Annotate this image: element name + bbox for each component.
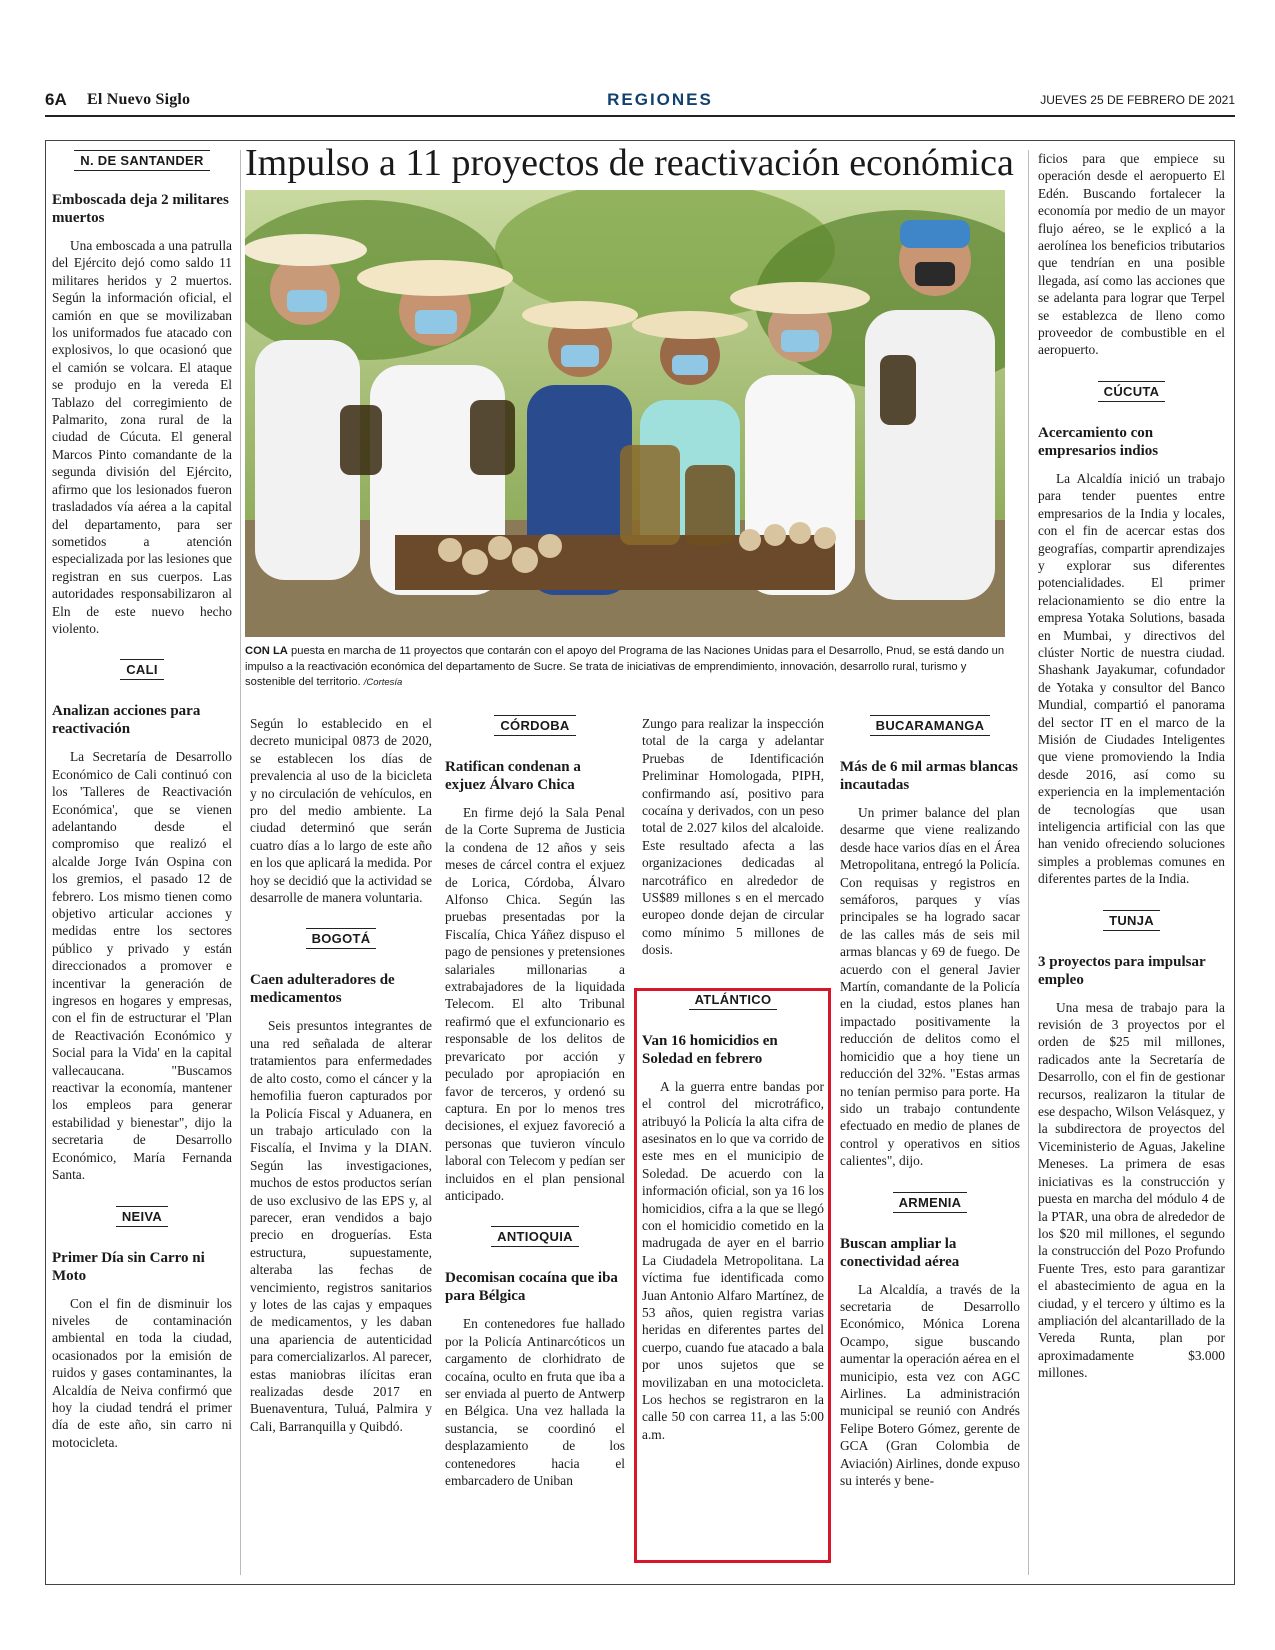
section-label-armenia: ARMENIA	[893, 1192, 968, 1213]
headline-cordoba: Ratifican condenan a exjuez Álvaro Chica	[445, 759, 581, 793]
headline-bucaramanga: Más de 6 mil armas blancas incautadas	[840, 759, 1018, 793]
story-neiva-continued: Según lo establecido en el decreto municipal 0873 de 2020, se establecen los días de prevalencia al uso de la bicicleta y no circulación de vehículos, en pro del medio ambiente. La ciudad determinó que serán cuatro días a lo largo de este año en los que aplicará la medida. Por hoy se decidió que la actividad se desarrolle de manera voluntaria.	[250, 716, 432, 906]
highlight-box	[634, 988, 831, 1563]
photo-credit: /Cortesía	[363, 677, 403, 689]
column-2	[250, 715, 432, 1435]
headline-neiva: Primer Día sin Carro ni Moto	[52, 1249, 205, 1284]
headline-cucuta: Acercamiento con empresarios indios	[1038, 424, 1159, 459]
section-label-tunja: TUNJA	[1103, 910, 1160, 931]
page-folio	[45, 88, 1235, 116]
story-tunja: Una mesa de trabajo para la revisión de 3 proyectos por el orden de $25 mil millones, radicados ante la Secretaría de Desarrollo, con el fin de gestionar recursos, realizaron la titular de ese despacho, Wilson Velásquez, y la subdirectora de proyectos del Viceministerio de Aguas, Jakeline Meneses. La primera de esas iniciativas es la construcción y puesta en marcha del módulo 4 de la PTAR, una obra de alrededor de los $20 mil millones, el segundo la construcción del Pozo Profundo Fuente Tres, esto para garantizar el abastecimiento de agua en la ciudad, y el tercero y último es la ampliación del alcantarillado de la Vereda Runta, plan por aproximadamente $3.000 millones.	[1038, 999, 1225, 1381]
left-column	[52, 150, 232, 1451]
story-cali: La Secretaría de Desarrollo Económico de Cali continuó con los 'Talleres de Reactivación Económica', que se vienen adelantando desde el compromiso que realizó el alcalde Jorge Iván Ospina con los gremios, el pasado 12 de febrero. Los mismo tienen como objetivo articular acciones y medidas entre los sectores público y privado y están direccionados a promover e incentivar la generación de ingresos en hogares y empresas, con el fin de estructurar el 'Plan de Reactivación Económico y Social para la Vida' en la capital vallecaucana. "Buscamos reactivar la economía, mantener los empleos para generar estabilidad y bienestar", dijo la secretaria de Desarrollo Económico, María Fernanda Santa.	[52, 749, 232, 1183]
column-rule	[1028, 150, 1029, 1575]
story-santander: Una emboscada a una patrulla del Ejército dejó como saldo 11 militares heridos y 2 muertos. Según la información oficial, el camión en que se movilizaban los uniformados fue atacado con explosivos, lo que ocasionó que el camión se volcara. El ataque se produjo en la vereda El Tablazo del corregimiento de Palmarito, zona rural de la ciudad de Cúcuta. El general Marcos Pinto comandante de la segunda división del Ejército, afirmo que los lesionados fueron trasladados vía aérea a la capital del departamento, para ser sometidos a atención especializada por las lesiones que registran en sus cuerpos. Las autoridades responsabilizaron al Eln de este nuevo hecho violento.	[52, 238, 232, 636]
section-title: REGIONES	[607, 90, 713, 109]
main-photo	[245, 190, 1005, 637]
headline-bogota: Caen adulteradores de medicamentos	[250, 972, 395, 1007]
headline-antioquia: Decomisan cocaína que iba para Bélgica	[445, 1270, 618, 1305]
caption-text: puesta en marcha de 11 proyectos que contarán con el apoyo del Programa de las Naciones Unidas para el Desarrollo, Pnud, se está dando un impulso a la reactivación económica del departamento de Sucre. Se trata de iniciativas de emprendimiento, innovación, desarrollo rural, turismo y sostenible del territorio.	[245, 645, 1005, 689]
headline-armenia: Buscan ampliar la conectividad aérea	[840, 1235, 960, 1270]
story-neiva: Con el fin de disminuir los niveles de contaminación ambiental en toda la ciudad, ocasionados por la emisión de ruidos y gases contaminantes, la Alcaldía de Neiva confirmó que hoy la ciudad tendrá el primer día de este año, sin carro ni motocicleta.	[52, 1295, 232, 1450]
photo-caption	[245, 644, 1005, 691]
section-label-bucaramanga: BUCARAMANGA	[870, 715, 991, 736]
photo-illustration	[245, 190, 1005, 637]
page-number: 6A	[45, 90, 67, 109]
story-bucaramanga: Un primer balance del plan desarme que viene realizando desde hace varios días en el Área Metropolitana, entregó la Policía. Con requisas y registros en semáforos, parques y vías principales se ha logrado sacar de las calles más de seis mil armas blancas y 69 de fuego. De acuerdo con el general Javier Martín, comandante de la Policía en la ciudad, estos planes han impactado positivamente la reducción de delitos como el homicidio que a hoy tiene un reducción del 32%. "Estas armas no tenían permiso para porte. Ha sido un trabajo contundente efectuado en medio de planes de control y operativos en sitios calientes", dijo.	[840, 805, 1020, 1169]
headline-santander: Emboscada deja 2 militares muertos	[52, 192, 229, 226]
column-rule	[240, 150, 241, 1575]
story-atlantico: A la guerra entre bandas por el control del microtráfico, atribuyó la Policía la alta cifra de asesinatos en lo que va corrido de este mes en el municipio de Soledad. De acuerdo con la información oficial, son ya 16 los homicidios, cifra a la que se llegó con el homicidio cometido en la madrugada de ayer en el barrio La Ciudadela Metropolitana. La víctima fue identificada como Juan Antonio Alfaro Martínez, de 53 años, quien registra varias heridas en diferentes partes del cuerpo, cuando fue atacado a bala por unos sujetos que se movilizaban en una motocicleta. Los hechos se registraron en la calle 50 con carrea 11, a las 5:00 a.m.	[642, 1078, 824, 1442]
section-label-atlantico: ATLÁNTICO	[689, 989, 778, 1010]
story-bogota: Seis presuntos integrantes de una red señalada de alterar tratamientos para enfermedades de alto costo, como el cáncer y la hemofilia fueron capturados por la Policía Fiscal y Aduanera, en un trabajo articulado con la Fiscalía, el Invima y la DIAN. Según las investigaciones, muchos de estos productos serían de uso exclusivo de las EPS y, al parecer, eran vendidos a bajo precio en droguerías. Esta estructura, supuestamente, alteraba las fechas de vencimiento, registros sanitarios y lotes de las cajas y empaques de medicamentos, y les daban una apariencia de autenticidad para comercializarlos. Al parecer, estas maniobras ilícitas eran realizadas desde 2017 en Buenaventura, Tuluá, Palmira y Cali, Barranquilla y Quibdó.	[250, 1018, 432, 1434]
section-label-cordoba: CÓRDOBA	[494, 715, 575, 736]
edition-date: JUEVES 25 DE FEBRERO DE 2021	[1040, 93, 1235, 107]
folio-divider	[45, 115, 1235, 117]
headline-cali: Analizan acciones para reactivación	[52, 703, 201, 738]
newspaper-name: El Nuevo Siglo	[87, 91, 191, 108]
section-label-bogota: BOGOTÁ	[306, 928, 377, 949]
section-label-cucuta: CÚCUTA	[1098, 381, 1166, 402]
story-antioquia: En contenedores fue hallado por la Policía Antinarcóticos un cargamento de clorhidrato de cocaína, oculto en fruta que iba a ser enviada al puerto de Antwerp en Bélgica. Una vez hallada la sustancia, se coordinó el desplazamiento de los contenedores hacia el embarcadero de Uniban	[445, 1316, 625, 1488]
headline-tunja: 3 proyectos para impulsar empleo	[1038, 953, 1206, 988]
story-cordoba: En firme dejó la Sala Penal de la Corte Suprema de Justicia la condena de 12 años y seis meses de cárcel contra el exjuez de Lorica, Córdoba, Álvaro Alfonso Chica. Según las pruebas presentadas por la Fiscalía, Chica Yáñez dispuso el pago de pensiones y pretensiones salariales millonarias a extrabajadores de la liquidada Telecom. El alto Tribunal reafirmó que el exfuncionario es responsable de los delitos de prevaricato por acción y peculado por apropiación en favor de terceros, y ordenó su captura. En por lo menos tres decisiones, el exjuez favoreció a personas que tuvieron vínculo laboral con Telecom y pedían ser incluidos en el plan pensional anticipado.	[445, 805, 625, 1203]
headline-atlantico: Van 16 homicidios en Soledad en febrero	[642, 1032, 778, 1067]
column-5	[840, 715, 1020, 1489]
section-label-antioquia: ANTIOQUIA	[491, 1226, 579, 1247]
story-cucuta: La Alcaldía inició un trabajo para tender puentes entre empresarios de la India y locales, con el fin de acercar estas dos geografías, compartir aprendizajes y explorar sus diferentes potencialidades. El primer relacionamiento se dio entre la empresa Yotaka Solutions, basada en Mumbai, y directivos del clúster Nortic de nuestra ciudad. Shashank Jayakumar, cofundador de Yotaka y consultor del Banco Mundial, compartió el panorama del sector IT en el marco de la Misión de Ciudades Inteligentes que viene promoviendo la India desde 2016, así como su experiencia en la implementación de tecnologías que usan inteligencia artificial con las que han venido ofreciendo soluciones simples a problemas comunes en diferentes partes de la India.	[1038, 470, 1225, 887]
story-armenia-continued: ficios para que empiece su operación desde el aeropuerto El Edén. Buscando fortalecer la economía por medio de un mayor flujo aéreo, se le explicó a la aerolínea los beneficios tributarios que tendrían en una posible llegada, así como las acciones que se adelanta para lograr que Terpel se establezca de lleno como proveedor de combustible en el aeropuerto.	[1038, 151, 1225, 358]
section-label-neiva: NEIVA	[116, 1206, 168, 1227]
story-antioquia-continued: Zungo para realizar la inspección total de la carga y adelantar Pruebas de Identificación Preliminar Homologada, PIPH, confirmando así, positivo para cocaína y derivados, con un peso total de 2.027 kilos del alcaloide. Este resultado afecta a las organizaciones dedicadas al narcotráfico en alrededor de US$89 millones s en el mercado europeo donde dejan de circular como mínimo 5 millones de dosis.	[642, 716, 824, 958]
section-label-cali: CALI	[120, 659, 164, 680]
section-label-santander: N. DE SANTANDER	[74, 150, 209, 171]
right-column	[1038, 150, 1225, 1382]
column-3	[445, 715, 625, 1489]
main-headline: Impulso a 11 proyectos de reactivación económica	[245, 142, 1014, 184]
story-armenia: La Alcaldía, a través de la secretaria de Desarrollo Económico, Mónica Lorena Ocampo, sigue buscando aumentar la operación aérea en el municipio, esta vez con AGC Airlines. La administración municipal se reunió con Andrés Felipe Botero Gómez, gerente de GCA (Gran Colombia de Aviación) Airlines, donde expuso su interés y bene-	[840, 1281, 1020, 1488]
caption-lead: CON LA	[245, 645, 288, 657]
